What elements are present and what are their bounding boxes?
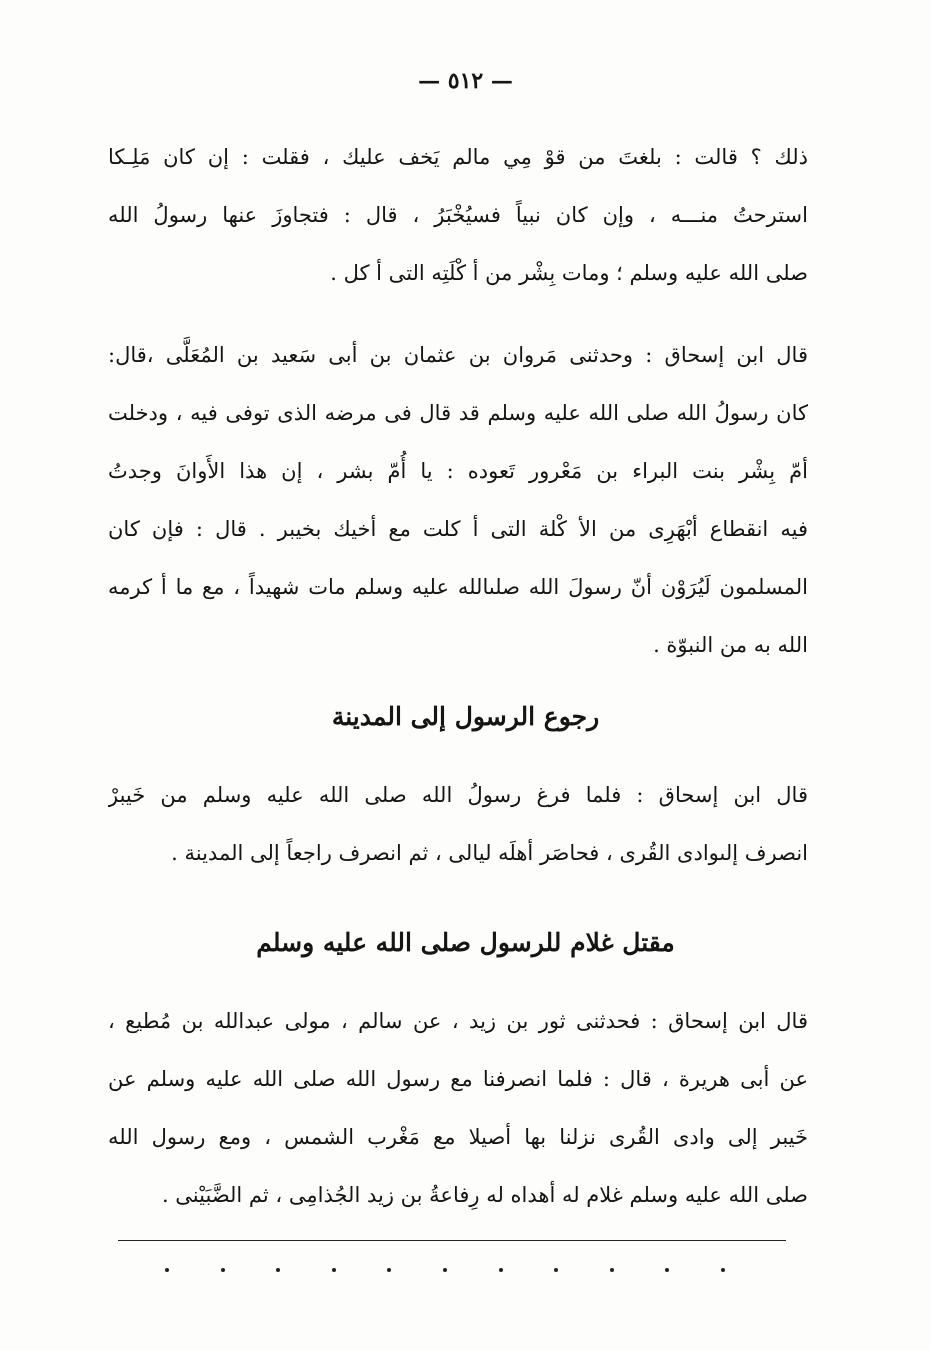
paragraph-3	[108, 766, 808, 882]
section-heading: مقتل غلام للرسول صلى الله عليه وسلم	[256, 928, 675, 957]
dot	[387, 1268, 391, 1272]
paragraph-4	[108, 992, 808, 1224]
text-line: كان رسولُ الله صلى الله عليه وسلم قد قال فى مرضه الذى توفى فيه ، ودخلت	[108, 401, 808, 425]
footer-rule	[118, 1240, 786, 1241]
dot	[276, 1268, 280, 1272]
text-line: استرحتُ منـــه ، وإن كان نبياً فسيُخْبَرُ ، قال : فتجاوزَ عنها رسولُ الله	[108, 203, 808, 227]
text-line: عن أبى هريرة ، قال : فلما انصرفنا مع رسول الله صلى الله عليه وسلم عن	[108, 1067, 808, 1091]
paragraph-2	[108, 326, 808, 674]
paragraph-1	[108, 128, 808, 302]
dot	[554, 1268, 558, 1272]
text-line: انصرف إلىوادى القُرى ، فحاصَر أهلَه ليالى ، ثم انصرف راجعاً إلى المدينة .	[171, 841, 808, 865]
text-line: الله به من النبوّة .	[653, 633, 808, 657]
text-line: فيه انقطاع أبْهَرِى من الأ كْلة التى أ كلت مع أخيك بخيبر . قال : فإن كان	[108, 517, 808, 541]
dot	[332, 1268, 336, 1272]
text-line: قال ابن إسحاق : فحدثنى ثور بن زيد ، عن سالم ، مولى عبدالله بن مُطيع ،	[108, 1009, 808, 1033]
text-line: صلى الله عليه وسلم غلام له أهداه له رِفاعةُ بن زيد الجُذامِى ، ثم الضَّبَيْنى .	[161, 1183, 808, 1207]
text-line: قال ابن إسحاق : فلما فرغ رسولُ الله صلى الله عليه وسلم من خَيبرْ	[108, 783, 808, 807]
text-line: المسلمون لَيُرَوْن أنّ رسولَ الله صلىالله عليه وسلم مات شهيداً ، مع ما أ كرمه	[108, 575, 808, 599]
dot	[610, 1268, 614, 1272]
text-line: ذلك ؟ قالت : بلغتَ من قوْ مِي مالم يَخف عليك ، فقلت : إن كان مَلِـكا	[108, 145, 808, 169]
dot	[221, 1268, 225, 1272]
page-number: — ٥١٢ —	[418, 68, 513, 94]
text-line: قال ابن إسحاق : وحدثنى مَروان بن عثمان بن أبى سَعيد بن المُعَلَّى ،قال:	[108, 343, 808, 367]
text-line: أمّ بِشْر بنت البراء بن مَعْرور تَعوده : يا أُمّ بشر ، إن هذا الأَوانَ وجدتُ	[108, 459, 808, 483]
dot	[721, 1268, 725, 1272]
dot	[499, 1268, 503, 1272]
dot	[665, 1268, 669, 1272]
dot	[443, 1268, 447, 1272]
footer-dots	[165, 1268, 725, 1272]
dot	[165, 1268, 169, 1272]
text-line: صلى الله عليه وسلم ؛ ومات بِشْر من أ كْلَتِه التى أ كل .	[330, 261, 808, 285]
section-heading: رجوع الرسول إلى المدينة	[331, 702, 600, 731]
text-line: خَيبر إلى وادى القُرى نزلنا بها أصيلا مع مَغْرب الشمس ، ومع رسول الله	[108, 1125, 808, 1149]
